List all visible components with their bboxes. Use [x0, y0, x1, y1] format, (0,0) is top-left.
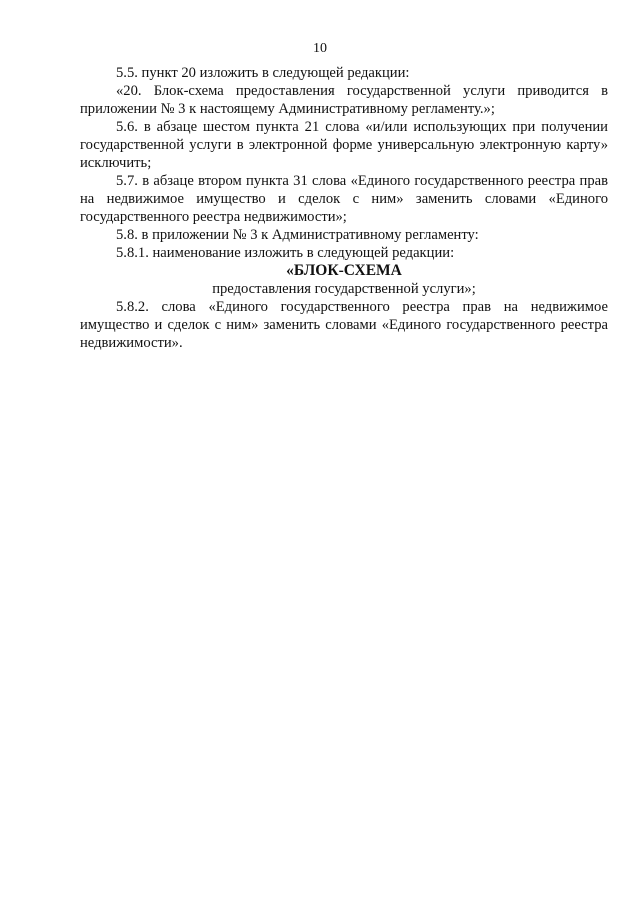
paragraph-5-8-2: 5.8.2. слова «Единого государственного реестра прав на недвижимое имущество и сделок с ним» заменить словами «Единого государственного реестра недвижимости». — [80, 299, 608, 351]
paragraph-20-quote: «20. Блок-схема предоставления государственной услуги приводится в приложении № 3 к настоящему Административному регламенту.»; — [80, 83, 608, 117]
paragraph-5-5: 5.5. пункт 20 изложить в следующей редакции: — [116, 65, 410, 81]
block-scheme-heading: «БЛОК-СХЕМА — [286, 262, 402, 279]
block-scheme-subheading: предоставления государственной услуги»; — [212, 281, 476, 297]
document-body — [80, 64, 608, 352]
paragraph-5-8-1: 5.8.1. наименование изложить в следующей редакции: — [116, 245, 455, 261]
paragraph-5-7: 5.7. в абзаце втором пункта 31 слова «Единого государственного реестра прав на недвижимое имущество и сделок с ним» заменить словами «Единого государственного реестра недвижимости»; — [80, 173, 608, 225]
paragraph-5-6: 5.6. в абзаце шестом пункта 21 слова «и/или использующих при получении государственной услуги в электронной форме универсальную электронную карту» исключить; — [80, 119, 608, 171]
paragraph-5-8: 5.8. в приложении № 3 к Административному регламенту: — [116, 227, 479, 243]
page-number: 10 — [313, 41, 327, 56]
